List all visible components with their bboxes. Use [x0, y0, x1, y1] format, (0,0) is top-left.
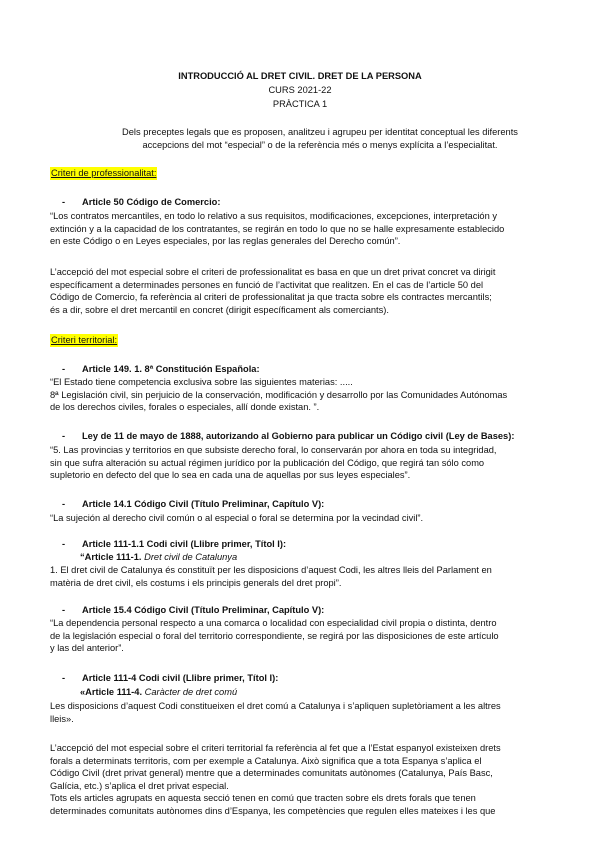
item-heading: [62, 363, 260, 376]
section-heading-territorial: Criteri territorial:: [51, 335, 118, 345]
item-title: Article 50 Código de Comercio:: [82, 197, 221, 207]
article-heading: Caràcter de dret comú: [144, 687, 238, 697]
quote-line: lleis».: [50, 713, 74, 724]
commentary-paragraph: [50, 266, 548, 316]
quote-line: extinción y a la capacidad de los contratantes, se regirán en todo lo que no se halle expresamente establecido: [50, 223, 505, 234]
list-dash: -: [62, 605, 66, 615]
article-number: “Article 111-1.: [80, 552, 142, 562]
commentary-line: forals a determinats territoris, com per exemple a Catalunya. Això significa que a tota Espanya s’aplica el: [50, 755, 482, 766]
quote-line: en este Código o en Leyes especiales, por las reglas generales del Derecho común”.: [50, 236, 401, 247]
item-subheading: [80, 551, 237, 564]
item-title: Article 111-4 Codi civil (Llibre primer, Títol I):: [82, 673, 279, 683]
practice-number: PRÀCTICA 1: [272, 99, 328, 109]
item-quote: [50, 444, 548, 482]
commentary-line: Galícia, etc.) s’aplica el dret privat especial.: [50, 780, 229, 791]
commentary-paragraph: [50, 742, 548, 818]
commentary-line: L’accepció del mot especial sobre el criteri de professionalitat es basa en que un dret privat concret va dirigit: [50, 267, 496, 277]
quote-line: “La sujeción al derecho civil común o al especial o foral se determina por la vecindad civil”.: [50, 513, 424, 523]
item-quote: [50, 617, 548, 655]
commentary-line: L’accepció del mot especial sobre el criteri territorial fa referència al fet que a l’Estat espanyol existeixen drets: [50, 743, 501, 753]
item-title: Article 15.4 Código Civil (Título Preliminar, Capítulo V):: [82, 605, 325, 615]
quote-line: supletorio en defecto del que lo sea en cada una de aquellas por sus leyes especiales”.: [50, 470, 411, 481]
item-heading: [62, 538, 286, 551]
quote-line: de la legislación especial o foral del territorio correspondiente, se regirá por las disposiciones de este artículo: [50, 630, 499, 641]
quote-line: 1. El dret civil de Catalunya és constituït per les disposicions d’aquest Codi, les altres lleis del Parlament en: [50, 565, 492, 575]
course-year: CURS 2021-22: [268, 85, 332, 95]
commentary-line: Código Civil (dret privat general) mentre que a determinades comunitats autònomes (Catalunya, País Basc,: [50, 768, 493, 779]
item-quote: [50, 210, 548, 248]
list-dash: -: [62, 197, 66, 207]
item-quote: [50, 700, 548, 725]
quote-line: “El Estado tiene competencia exclusiva sobre las siguientes materias: .....: [50, 377, 353, 387]
intro-line: accepcions del mot “especial” o de la referència més o menys explícita a l’especialitat.: [142, 139, 498, 150]
commentary-line: específicament a determinades persones en funció de l’activitat que realitzen. En el cas de l’article 50 del: [50, 279, 484, 290]
item-title: Article 14.1 Código Civil (Título Preliminar, Capítulo V):: [82, 499, 325, 509]
commentary-line: és a dir, sobre el dret mercantil en concret (dirigit específicament als comerciants).: [50, 304, 389, 315]
quote-line: “5. Las provincias y territorios en que subsiste derecho foral, lo conservarán por ahora en toda su integridad,: [50, 445, 497, 455]
item-heading: [62, 498, 324, 511]
item-title: Ley de 11 de mayo de 1888, autorizando al Gobierno para publicar un Código civil (Ley de Bases):: [82, 431, 515, 441]
intro-line: Dels preceptes legals que es proposen, analitzeu i agrupeu per identitat conceptual les diferents: [122, 127, 518, 137]
commentary-line: determinades comunitats autònomes dins d’Espanya, les competències que regulen elles mateixes i les que: [50, 805, 496, 816]
quote-line: “La dependencia personal respecto a una comarca o localidad con especialidad civil propia o distinta, dentro: [50, 618, 497, 628]
item-heading: [62, 196, 220, 209]
item-heading: [62, 672, 278, 685]
quote-line: sin que sufra alteración su actual régimen jurídico por la publicación del Código, que regirá tan sólo como: [50, 457, 485, 468]
quote-line: y las del anterior”.: [50, 643, 124, 654]
article-number: «Article 111-4.: [80, 687, 143, 697]
document-title: INTRODUCCIÓ AL DRET CIVIL. DRET DE LA PERSONA: [178, 71, 422, 81]
list-dash: -: [62, 431, 66, 441]
section-heading-professionality: Criteri de professionalitat:: [51, 168, 157, 178]
list-dash: -: [62, 364, 66, 374]
quote-line: “Los contratos mercantiles, en todo lo relativo a sus requisitos, modificaciones, excepciones, interpretación y: [50, 211, 497, 221]
intro-paragraph: [110, 126, 530, 151]
list-dash: -: [62, 499, 66, 509]
item-heading: [62, 604, 324, 617]
item-heading: [62, 430, 514, 443]
item-quote: [50, 512, 548, 525]
quote-line: de los derechos civiles, forales o especiales, allí donde existan. ”.: [50, 402, 320, 413]
list-dash: -: [62, 539, 66, 549]
item-quote: [50, 376, 548, 414]
commentary-line: Tots els articles agrupats en aquesta secció tenen en comú que tracten sobre els drets forals que tenen: [50, 793, 476, 804]
quote-line: Les disposicions d’aquest Codi constitueixen el dret comú a Catalunya i s’apliquen supletòriament a les altres: [50, 701, 501, 711]
commentary-line: Código de Comercio, fa referència al criteri de professionalitat ja que tracta sobre els contractes mercantils;: [50, 292, 492, 303]
list-dash: -: [62, 673, 66, 683]
article-heading: Dret civil de Catalunya: [144, 552, 238, 562]
item-title: Article 111-1.1 Codi civil (Llibre primer, Títol I):: [82, 539, 287, 549]
item-title: Article 149. 1. 8ª Constitución Española:: [82, 364, 260, 374]
quote-line: matèria de dret civil, els costums i els principis generals del dret propi”.: [50, 577, 342, 588]
quote-line: 8ª Legislación civil, sin perjuicio de la conservación, modificación y desarrollo por las Comunidades Autónomas: [50, 389, 508, 400]
item-subheading: [80, 686, 237, 699]
item-quote: [50, 564, 548, 589]
